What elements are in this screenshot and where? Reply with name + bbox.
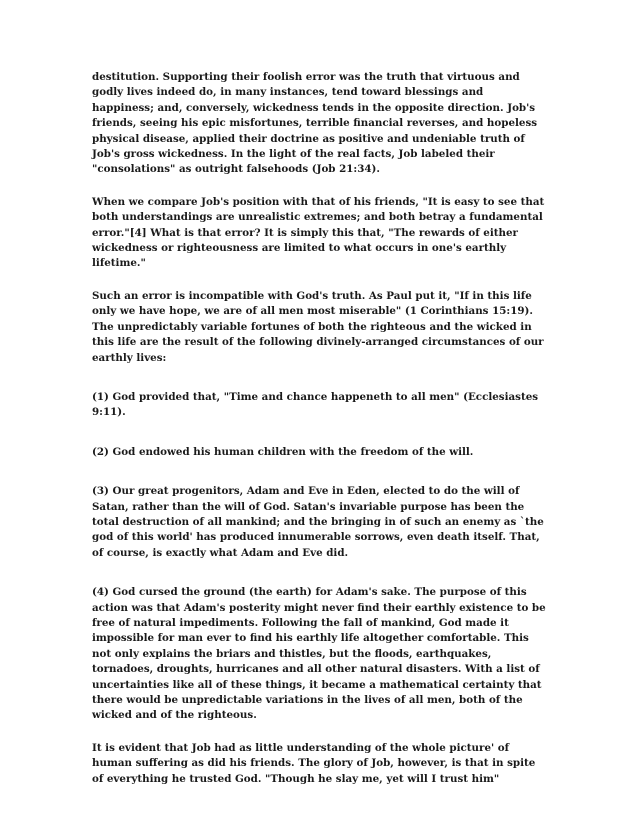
paragraph-5: (2) God endowed his human children with the freedom of the will. <box>92 445 474 458</box>
paragraph-7: (4) God cursed the ground (the earth) for Adam's sake. The purpose of this action was that Adam's posterity might never find their earthly existence to be free of natural impediments. Following the fall of mankind, God made it impossible for man ever to find his earthly life altogether comfortable. This not only explains the briars and thistles, but the floods, earthquakes, tornadoes, droughts, hurricanes and all other natural disasters. With a list of uncertainties like all of these things, it became a mathematical certainty that there would be unpredictable variations in the lives of all men, both of the wicked and of the righteous. <box>92 586 546 722</box>
paragraph-4: (1) God provided that, "Time and chance happeneth to all men" (Ecclesiastes 9:11). <box>92 390 539 419</box>
paragraph-8: It is evident that Job had as little understanding of the whole picture' of human suffering as did his friends. The glory of Job, however, is that in spite of everything he trusted God. "Though he slay me, yet will I trust him" <box>92 741 536 785</box>
document-page <box>92 70 547 804</box>
paragraph-1: destitution. Supporting their foolish error was the truth that virtuous and godly lives indeed do, in many instances, tend toward blessings and happiness; and, conversely, wickedness tends in the opposite direction. Job's friends, seeing his epic misfortunes, terrible financial reverses, and hopeless physical disease, applied their doctrine as positive and undeniable truth of Job's gross wickedness. In the light of the real facts, Job labeled their "consolations" as outright falsehoods (Job 21:34). <box>92 71 538 176</box>
paragraph-3: Such an error is incompatible with God's truth. As Paul put it, "If in this life only we have hope, we are of all men most miserable" (1 Corinthians 15:19). The unpredictably variable fortunes of both the righteous and the wicked in this life are the result of the following divinely-arranged circumstances of our earthly lives: <box>92 289 544 364</box>
paragraph-6: (3) Our great progenitors, Adam and Eve in Eden, elected to do the will of Satan, rather than the will of God. Satan's invariable purpose has been the total destruction of all mankind; and the bringing in of such an enemy as `the god of this world' has produced innumerable sorrows, even death itself. That, of course, is exactly what Adam and Eve did. <box>92 485 544 559</box>
paragraph-2: When we compare Job's position with that of his friends, "It is easy to see that both understandings are unrealistic extremes; and both betray a fundamental error."[4] What is that error? It is simply this that, "The rewards of either wickedness or righteousness are limited to what occurs in one's earthly lifetime." <box>92 195 545 270</box>
